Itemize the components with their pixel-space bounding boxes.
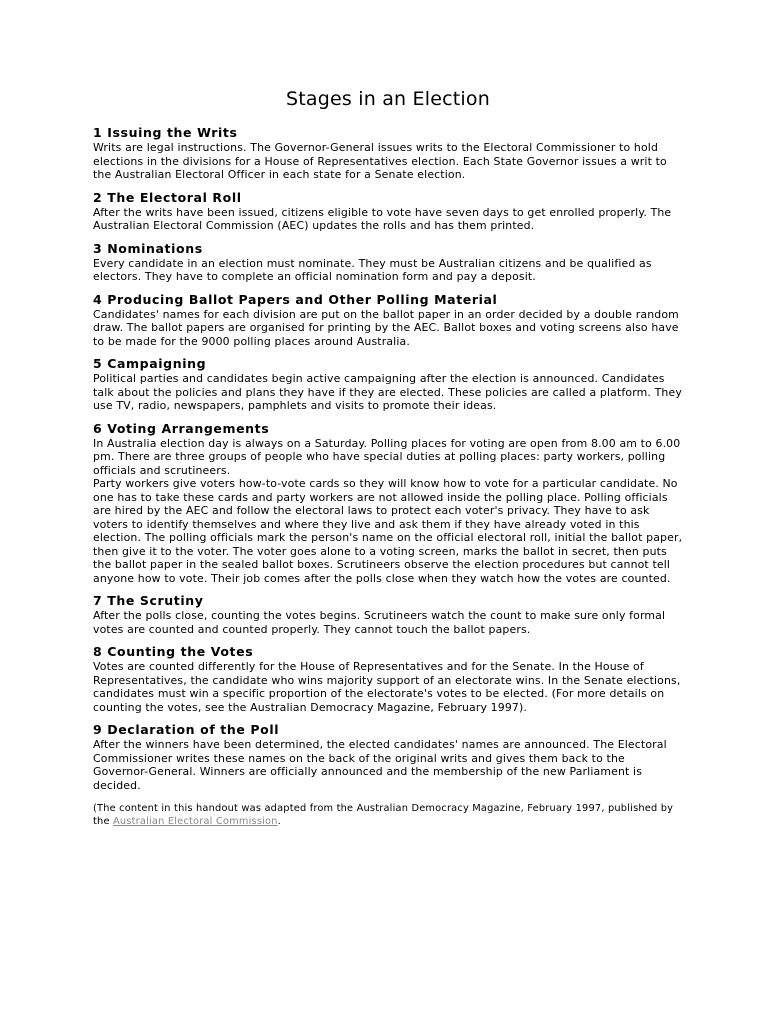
section	[93, 356, 683, 413]
section	[93, 190, 683, 233]
sections-container	[93, 125, 683, 792]
section-paragraph: In Australia election day is always on a Saturday. Polling places for voting are open from 8.00 am to 6.00 pm. There are three groups of people who have special duties at polling places: party workers, polling officials and scrutineers.	[93, 436, 681, 477]
section-paragraph: Every candidate in an election must nominate. They must be Australian citizens and be qualified as electors. They have to complete an official nomination form and pay a deposit.	[93, 256, 652, 283]
section-paragraph: After the writs have been issued, citizens eligible to vote have seven days to get enrolled properly. The Australian Electoral Commission (AEC) updates the rolls and has them printed.	[93, 205, 672, 232]
section-heading: 2 The Electoral Roll	[93, 189, 242, 205]
section	[93, 593, 683, 636]
source-footnote	[93, 802, 683, 828]
section-paragraph: After the winners have been determined, the elected candidates' names are announced. The Electoral Commissioner writes these names on the back of the original writs and gives them back to the Governor-General. Winners are officially announced and the membership of the new Parliament is decided.	[93, 738, 667, 792]
section-heading: 1 Issuing the Writs	[93, 125, 238, 140]
page-title: Stages in an Election	[286, 88, 490, 110]
section-heading: 7 The Scrutiny	[93, 593, 204, 608]
section-paragraph: Writs are legal instructions. The Governor-General issues writs to the Electoral Commissioner to hold elections in the divisions for a House of Representatives election. Each State Governor issues a writ to the Australian Electoral Officer in each state for a Senate election.	[93, 141, 667, 181]
section-heading: 6 Voting Arrangements	[93, 420, 270, 436]
aec-link[interactable]: Australian Electoral Commission	[113, 816, 278, 827]
section-heading: 4 Producing Ballot Papers and Other Polling Material	[93, 291, 498, 307]
section-paragraph: After the polls close, counting the votes begins. Scrutineers watch the count to make sure only formal votes are counted and counted properly. They cannot touch the ballot papers.	[93, 609, 666, 636]
section-heading: 3 Nominations	[93, 240, 203, 256]
section	[93, 241, 683, 284]
section-paragraph: Party workers give voters how-to-vote cards so they will know how to vote for a particular candidate. No one has to take these cards and party workers are not allowed inside the polling place. Polling officials are hired by the AEC and follow the electoral laws to protect each voter's privacy. They have to ask voters to identify themselves and where they live and ask them if they have already voted in this election. The polling officials mark the person's name on the official electoral roll, initial the ballot paper, then give it to the voter. The voter goes alone to a voting screen, marks the ballot in secret, then puts the ballot paper in the sealed ballot boxes. Scrutineers observe the election procedures but cannot tell anyone how to vote. Their job comes after the polls close when they watch how the votes are counted.	[93, 477, 683, 585]
document-page	[93, 88, 683, 838]
section	[93, 292, 683, 349]
footnote-suffix: .	[277, 816, 281, 827]
section	[93, 125, 683, 182]
section-paragraph: Candidates' names for each division are put on the ballot paper in an order decided by a double random draw. The ballot papers are organised for printing by the AEC. Ballot boxes and voting screens also have to be made for the 9000 polling places around Australia.	[93, 307, 679, 348]
section-heading: 8 Counting the Votes	[93, 644, 254, 659]
section-heading: 9 Declaration of the Poll	[93, 722, 280, 737]
section	[93, 644, 683, 714]
section	[93, 421, 683, 586]
section-heading: 5 Campaigning	[93, 356, 207, 371]
section-paragraph: Votes are counted differently for the House of Representatives and for the Senate. In the House of Representatives, the candidate who wins majority support of an electorate wins. In the Senate elections, candidates must win a specific proportion of the electorate's votes to be elected. (For more details on counting the votes, see the Australian Democracy Magazine, February 1997).	[93, 660, 681, 714]
section	[93, 722, 683, 792]
section-paragraph: Political parties and candidates begin active campaigning after the election is announced. Candidates talk about the policies and plans they have if they are elected. These policies are called a platform. They use TV, radio, newspapers, pamphlets and visits to promote their ideas.	[93, 372, 682, 412]
footnote-prefix: (The content in this handout was adapted from the Australian Democracy Magazine, February 1997, published by the	[93, 803, 674, 827]
